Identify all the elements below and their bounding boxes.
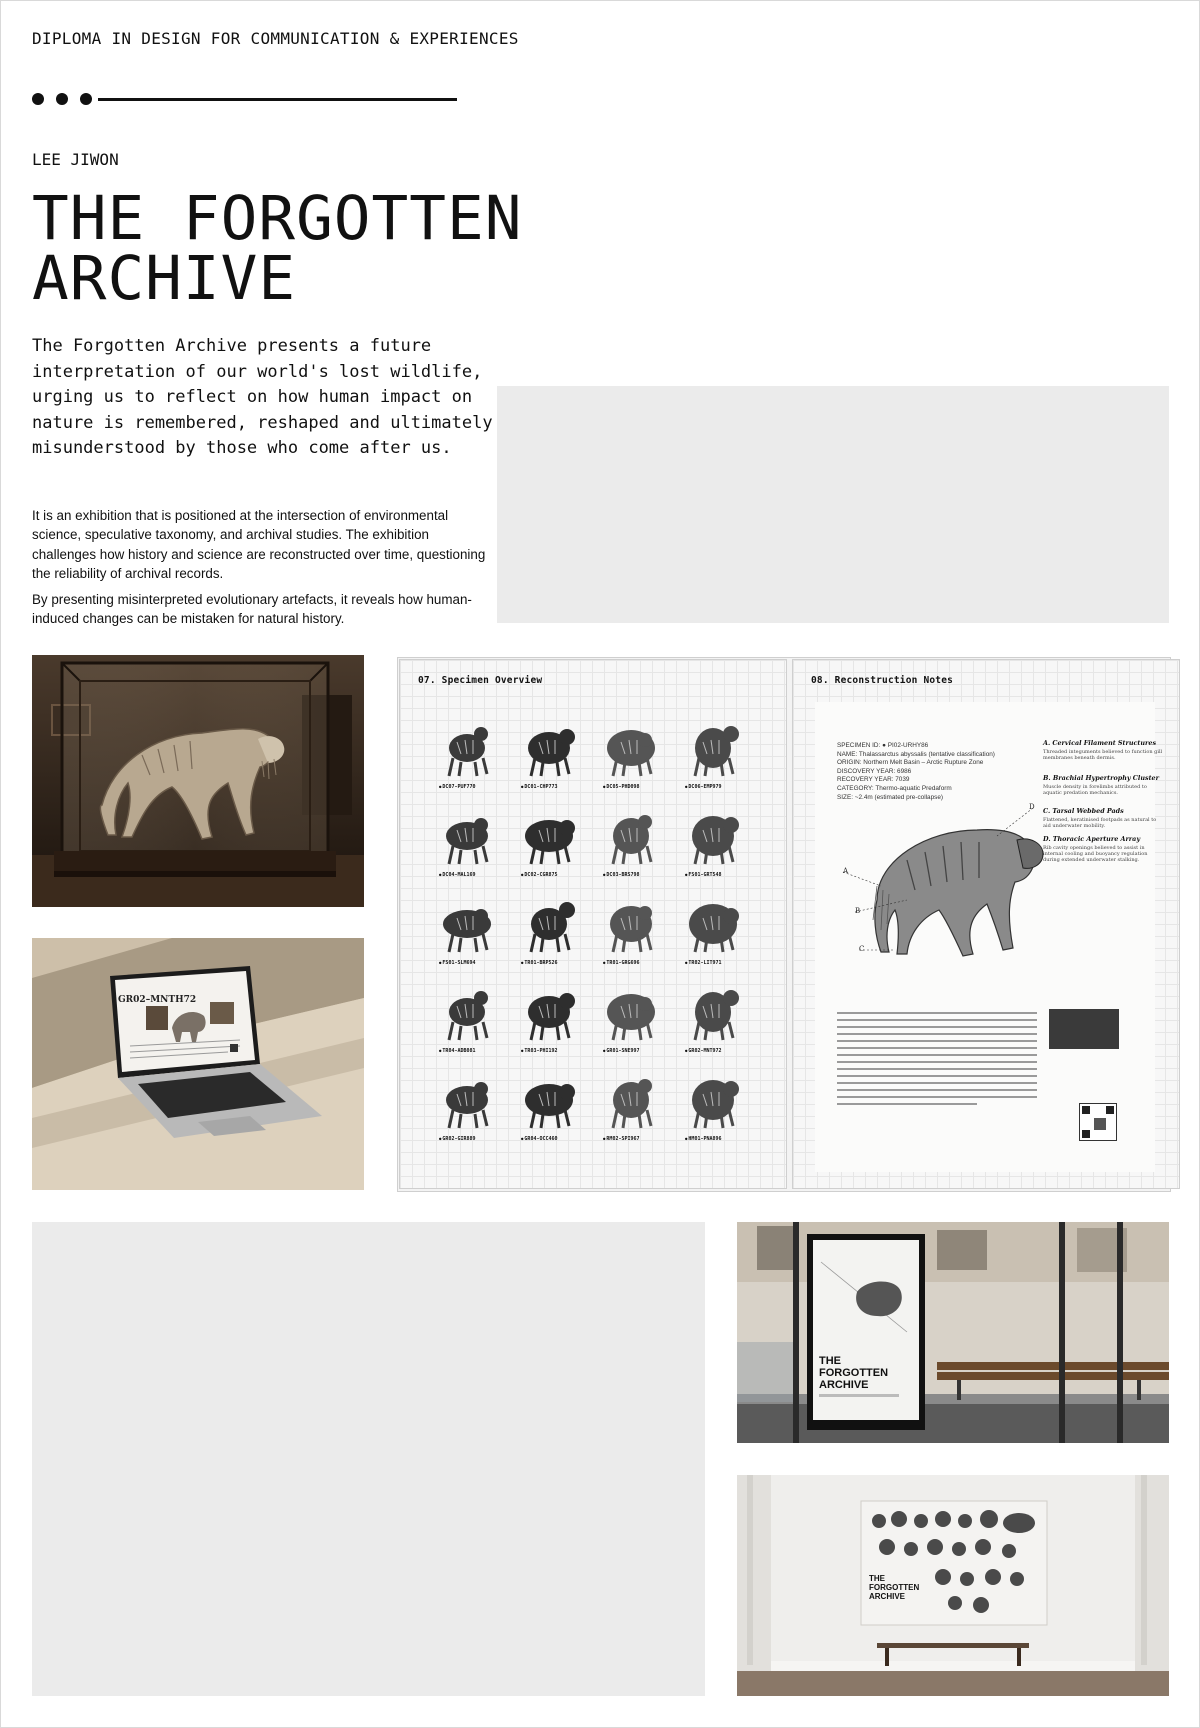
specimen-icon — [677, 1064, 747, 1134]
specimen-icon — [677, 712, 747, 782]
decorative-dots-rule — [32, 91, 457, 107]
specimen-icon — [513, 712, 583, 782]
specimen-card — [425, 710, 505, 796]
specimen-icon — [595, 712, 665, 782]
specimen-field: DISCOVERY YEAR: 6986 — [837, 767, 912, 775]
specimen-code: ● HM01-PNA896 — [685, 1136, 745, 1142]
project-title-line-1: THE FORGOTTEN — [32, 183, 523, 254]
specimen-card — [671, 710, 751, 796]
banner-title-line-1: THE — [869, 1574, 885, 1583]
reconstruction-notes-page — [792, 659, 1180, 1189]
specimen-field: NAME: Thalassarctus abyssalis (tentative classification) — [837, 750, 995, 758]
specimen-overview-title: 07. Specimen Overview — [418, 675, 543, 686]
specimen-icon — [431, 1064, 501, 1134]
specimen-icon — [595, 1064, 665, 1134]
project-lede: The Forgotten Archive presents a future interpretation of our world's lost wildlife, urging us to reflect on how human impact on nature is remembered, reshaped and ultimately misunderstood by those who come after us. — [32, 336, 493, 458]
callout-c: C — [859, 945, 865, 953]
specimen-card — [589, 710, 669, 796]
specimen-card — [507, 798, 587, 884]
specimen-thumbnail — [1049, 1009, 1119, 1049]
note-body: Threaded integuments believed to function gill membranes beneath dermis. — [1043, 749, 1163, 761]
note-heading: C. Tarsal Webbed Pads — [1043, 807, 1124, 815]
note-body: Muscle density in forelimbs attributed to aquatic predation mechanics. — [1043, 784, 1147, 796]
specimen-card — [671, 798, 751, 884]
project-description-1: It is an exhibition that is positioned at the intersection of environmental science, speculative taxonomy, and archival studies. The exhibition challenges how history and science are reconstructed over time, questioning the reliability of archival records. — [32, 508, 486, 581]
specimen-code: ● FS01-GRT548 — [685, 872, 745, 878]
bus-stop-poster-photo — [737, 1222, 1169, 1443]
specimen-code: ● DC04-MAL169 — [439, 872, 499, 878]
specimen-icon — [595, 800, 665, 870]
reconstruction-notes-title: 08. Reconstruction Notes — [811, 675, 954, 686]
specimen-card — [589, 798, 669, 884]
author-name: LEE JIWON — [32, 150, 119, 169]
image-placeholder-top — [497, 386, 1169, 623]
specimen-overview-page — [399, 659, 787, 1189]
specimen-icon — [431, 976, 501, 1046]
reconstruction-note — [1043, 775, 1163, 796]
specimen-card — [425, 974, 505, 1060]
specimen-icon — [431, 800, 501, 870]
poster-title-line-2: FORGOTTEN — [819, 1367, 889, 1379]
project-title-line-2: ARCHIVE — [32, 243, 297, 314]
banner-title-line-3: ARCHIVE — [869, 1592, 906, 1601]
specimen-field: CATEGORY: Thermo-aquatic Predaform — [837, 785, 952, 792]
callout-a: A — [843, 867, 849, 875]
specimen-field: SPECIMEN ID: ● PI02-URHY86 — [837, 742, 929, 749]
note-heading: A. Cervical Filament Structures — [1043, 739, 1157, 747]
specimen-icon — [677, 888, 747, 958]
specimen-icon — [677, 800, 747, 870]
specimen-card — [589, 974, 669, 1060]
specimen-icon — [513, 976, 583, 1046]
reconstruction-note — [1043, 836, 1163, 863]
specimen-code: ● DC05-PHD098 — [603, 784, 663, 790]
specimen-code: ● DC03-BRS798 — [603, 872, 663, 878]
specimen-code: ● TR01-BRP526 — [521, 960, 581, 966]
specimen-code: ● DC07-PUF770 — [439, 784, 499, 790]
specimen-card — [425, 1062, 505, 1148]
program-label: DIPLOMA IN DESIGN FOR COMMUNICATION & EXPERIENCES — [32, 29, 519, 48]
project-title — [32, 183, 523, 314]
gallery-wall-photo — [737, 1475, 1169, 1696]
dot-icon — [80, 93, 92, 105]
banner-title-line-2: FORGOTTEN — [869, 1583, 920, 1592]
specimen-card — [589, 1062, 669, 1148]
note-heading: B. Brachial Hypertrophy Cluster — [1043, 774, 1159, 782]
museum-specimen-photo — [32, 655, 364, 907]
specimen-code: ● TR01-GRG696 — [603, 960, 663, 966]
specimen-card — [425, 798, 505, 884]
reconstruction-note — [1043, 740, 1163, 761]
poster-title-line-3: ARCHIVE — [819, 1379, 869, 1391]
dot-icon — [56, 93, 68, 105]
project-description-2: By presenting misinterpreted evolutionary artefacts, it reveals how human-induced changes can be mistaken for natural history. — [32, 592, 472, 627]
specimen-code: ● GR02-GIR889 — [439, 1136, 499, 1142]
qr-code-icon — [1079, 1103, 1117, 1141]
specimen-card — [671, 974, 751, 1060]
image-placeholder-bottom — [32, 1222, 705, 1696]
specimen-icon — [431, 712, 501, 782]
specimen-card — [507, 886, 587, 972]
specimen-code: ● TR02-LIT971 — [685, 960, 745, 966]
specimen-card — [671, 1062, 751, 1148]
specimen-code: ● GR01-SNE997 — [603, 1048, 663, 1054]
specimen-icon — [595, 888, 665, 958]
specimen-icon — [677, 976, 747, 1046]
laptop-screen-title: GR02–MNTH72 — [118, 995, 197, 1005]
reconstruction-note — [1043, 808, 1163, 829]
specimen-code: ● RM02-SPI967 — [603, 1136, 663, 1142]
specimen-card — [507, 1062, 587, 1148]
specimen-icon — [595, 976, 665, 1046]
laptop-mockup-photo — [32, 938, 364, 1190]
specimen-icon — [513, 888, 583, 958]
specimen-illustration — [837, 790, 1047, 970]
callout-d: D — [1029, 803, 1035, 811]
note-body: Rib cavity openings believed to assist in internal cooling and buoyancy regulation during extended underwater stalking. — [1043, 845, 1148, 863]
specimen-card — [589, 886, 669, 972]
note-body: Flattened, keratinised footpads as natural to aid underwater mobility. — [1043, 817, 1157, 829]
specimen-icon — [513, 1064, 583, 1134]
dot-icon — [32, 93, 44, 105]
specimen-code: ● FS01-SLM694 — [439, 960, 499, 966]
note-heading: D. Thoracic Aperture Array — [1043, 835, 1141, 843]
callout-b: B — [855, 907, 861, 915]
specimen-code: ● TR03-PHI192 — [521, 1048, 581, 1054]
specimen-field: ORIGIN: Northern Melt Basin – Arctic Rupture Zone — [837, 759, 984, 767]
specimen-card — [671, 886, 751, 972]
poster-title-line-1: THE — [819, 1355, 841, 1367]
specimen-code: ● GR04-OCC460 — [521, 1136, 581, 1142]
specimen-card — [507, 710, 587, 796]
specimen-icon — [513, 800, 583, 870]
specimen-card — [507, 974, 587, 1060]
specimen-icon — [431, 888, 501, 958]
specimen-code: ● GR02-MNT972 — [685, 1048, 745, 1054]
specimen-code: ● TR04-ADB081 — [439, 1048, 499, 1054]
rule-line — [98, 98, 457, 101]
specimen-code: ● DC06-EMP979 — [685, 784, 745, 790]
body-text-lines — [837, 1012, 1037, 1110]
specimen-code: ● DC02-CGR875 — [521, 872, 581, 878]
book-spread — [397, 657, 1171, 1192]
specimen-code: ● DC01-CHP773 — [521, 784, 581, 790]
specimen-card — [425, 886, 505, 972]
specimen-field: RECOVERY YEAR: 7039 — [837, 776, 910, 784]
specimen-field: SIZE: ~2.4m (estimated pre-collapse) — [837, 793, 944, 801]
